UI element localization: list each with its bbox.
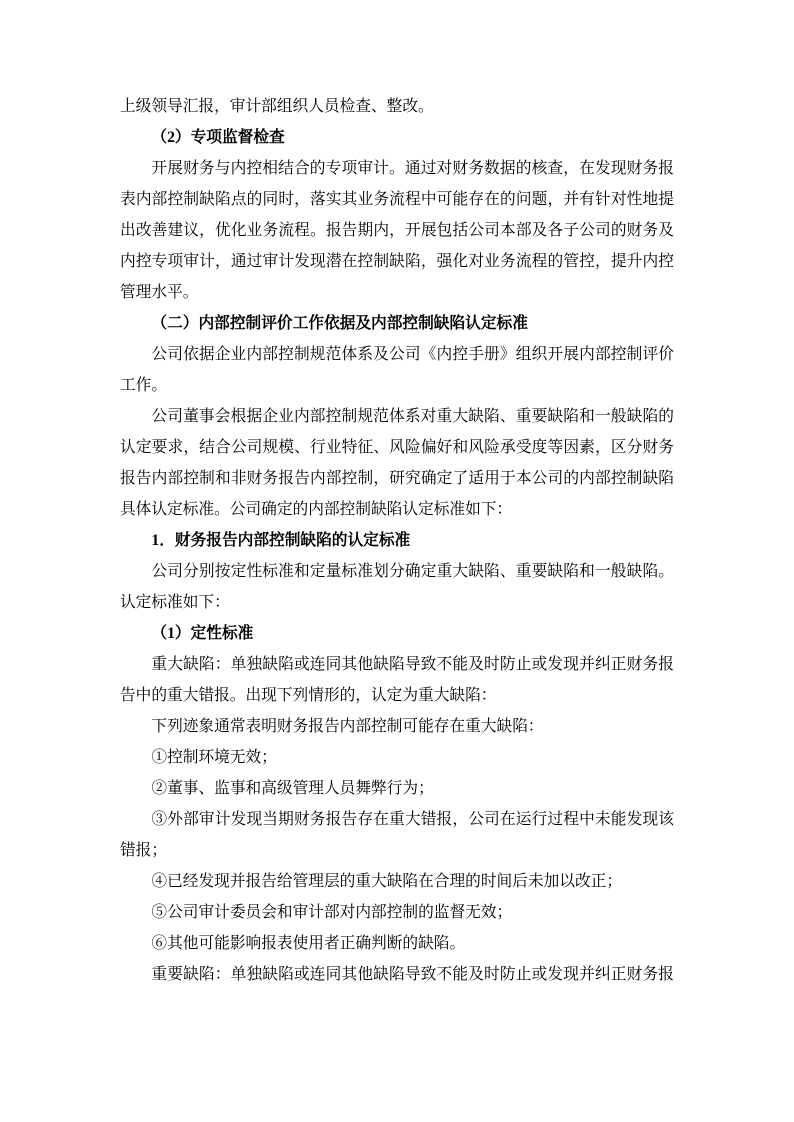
text-line: 认定要求，结合公司规模、行业特征、风险偏好和风险承受度等因素，区分财务 bbox=[120, 439, 674, 456]
list-item-line: ①控制环境无效； bbox=[151, 749, 277, 766]
section-heading: （二）内部控制评价工作依据及内部控制缺陷认定标准 bbox=[151, 315, 528, 332]
text-line: 公司依据企业内部控制规范体系及公司《内控手册》组织开展内部控制评价 bbox=[151, 346, 674, 363]
list-item-line: ⑤公司审计委员会和审计部对内部控制的监督无效； bbox=[151, 904, 513, 921]
list-item-line: ④已经发现并报告给管理层的重大缺陷在合理的时间后未加以改正； bbox=[151, 873, 623, 890]
text-line: 内控专项审计，通过审计发现潜在控制缺陷，强化对业务流程的管控，提升内控 bbox=[120, 253, 674, 270]
text-line: 公司董事会根据企业内部控制规范体系对重大缺陷、重要缺陷和一般缺陷的 bbox=[151, 408, 674, 425]
text-line: 表内部控制缺陷点的同时，落实其业务流程中可能存在的问题，并有针对性地提 bbox=[120, 191, 674, 208]
text-line: 下列迹象通常表明财务报告内部控制可能存在重大缺陷： bbox=[151, 718, 544, 735]
list-item-line: ⑥其他可能影响报表使用者正确判断的缺陷。 bbox=[151, 935, 466, 952]
section-heading: （2）专项监督检查 bbox=[151, 129, 285, 146]
section-heading: （1）定性标准 bbox=[151, 625, 254, 642]
text-line: 重大缺陷：单独缺陷或连同其他缺陷导致不能及时防止或发现并纠正财务报 bbox=[151, 656, 674, 673]
text-line: 具体认定标准。公司确定的内部控制缺陷认定标准如下： bbox=[120, 501, 513, 518]
list-item-line: 错报； bbox=[120, 842, 168, 859]
text-line: 工作。 bbox=[120, 377, 168, 394]
text-line: 报告内部控制和非财务报告内部控制，研究确定了适用于本公司的内部控制缺陷 bbox=[120, 470, 674, 487]
text-line: 开展财务与内控相结合的专项审计。通过对财务数据的核查，在发现财务报 bbox=[151, 160, 674, 177]
text-line: 上级领导汇报，审计部组织人员检查、整改。 bbox=[120, 98, 434, 115]
text-line: 告中的重大错报。出现下列情形的，认定为重大缺陷： bbox=[120, 687, 497, 704]
list-item-line: ③外部审计发现当期财务报告存在重大错报，公司在运行过程中未能发现该 bbox=[151, 811, 674, 828]
text-line: 出改善建议，优化业务流程。报告期内，开展包括公司本部及各子公司的财务及 bbox=[120, 222, 674, 239]
document-body bbox=[120, 91, 674, 990]
text-line: 公司分别按定性标准和定量标准划分确定重大缺陷、重要缺陷和一般缺陷。 bbox=[151, 563, 674, 580]
text-line: 管理水平。 bbox=[120, 284, 199, 301]
list-item-line: ②董事、监事和高级管理人员舞弊行为； bbox=[151, 780, 434, 797]
text-line: 重要缺陷：单独缺陷或连同其他缺陷导致不能及时防止或发现并纠正财务报 bbox=[151, 966, 674, 983]
section-heading: 1．财务报告内部控制缺陷的认定标准 bbox=[151, 532, 411, 549]
text-line: 认定标准如下： bbox=[120, 594, 230, 611]
